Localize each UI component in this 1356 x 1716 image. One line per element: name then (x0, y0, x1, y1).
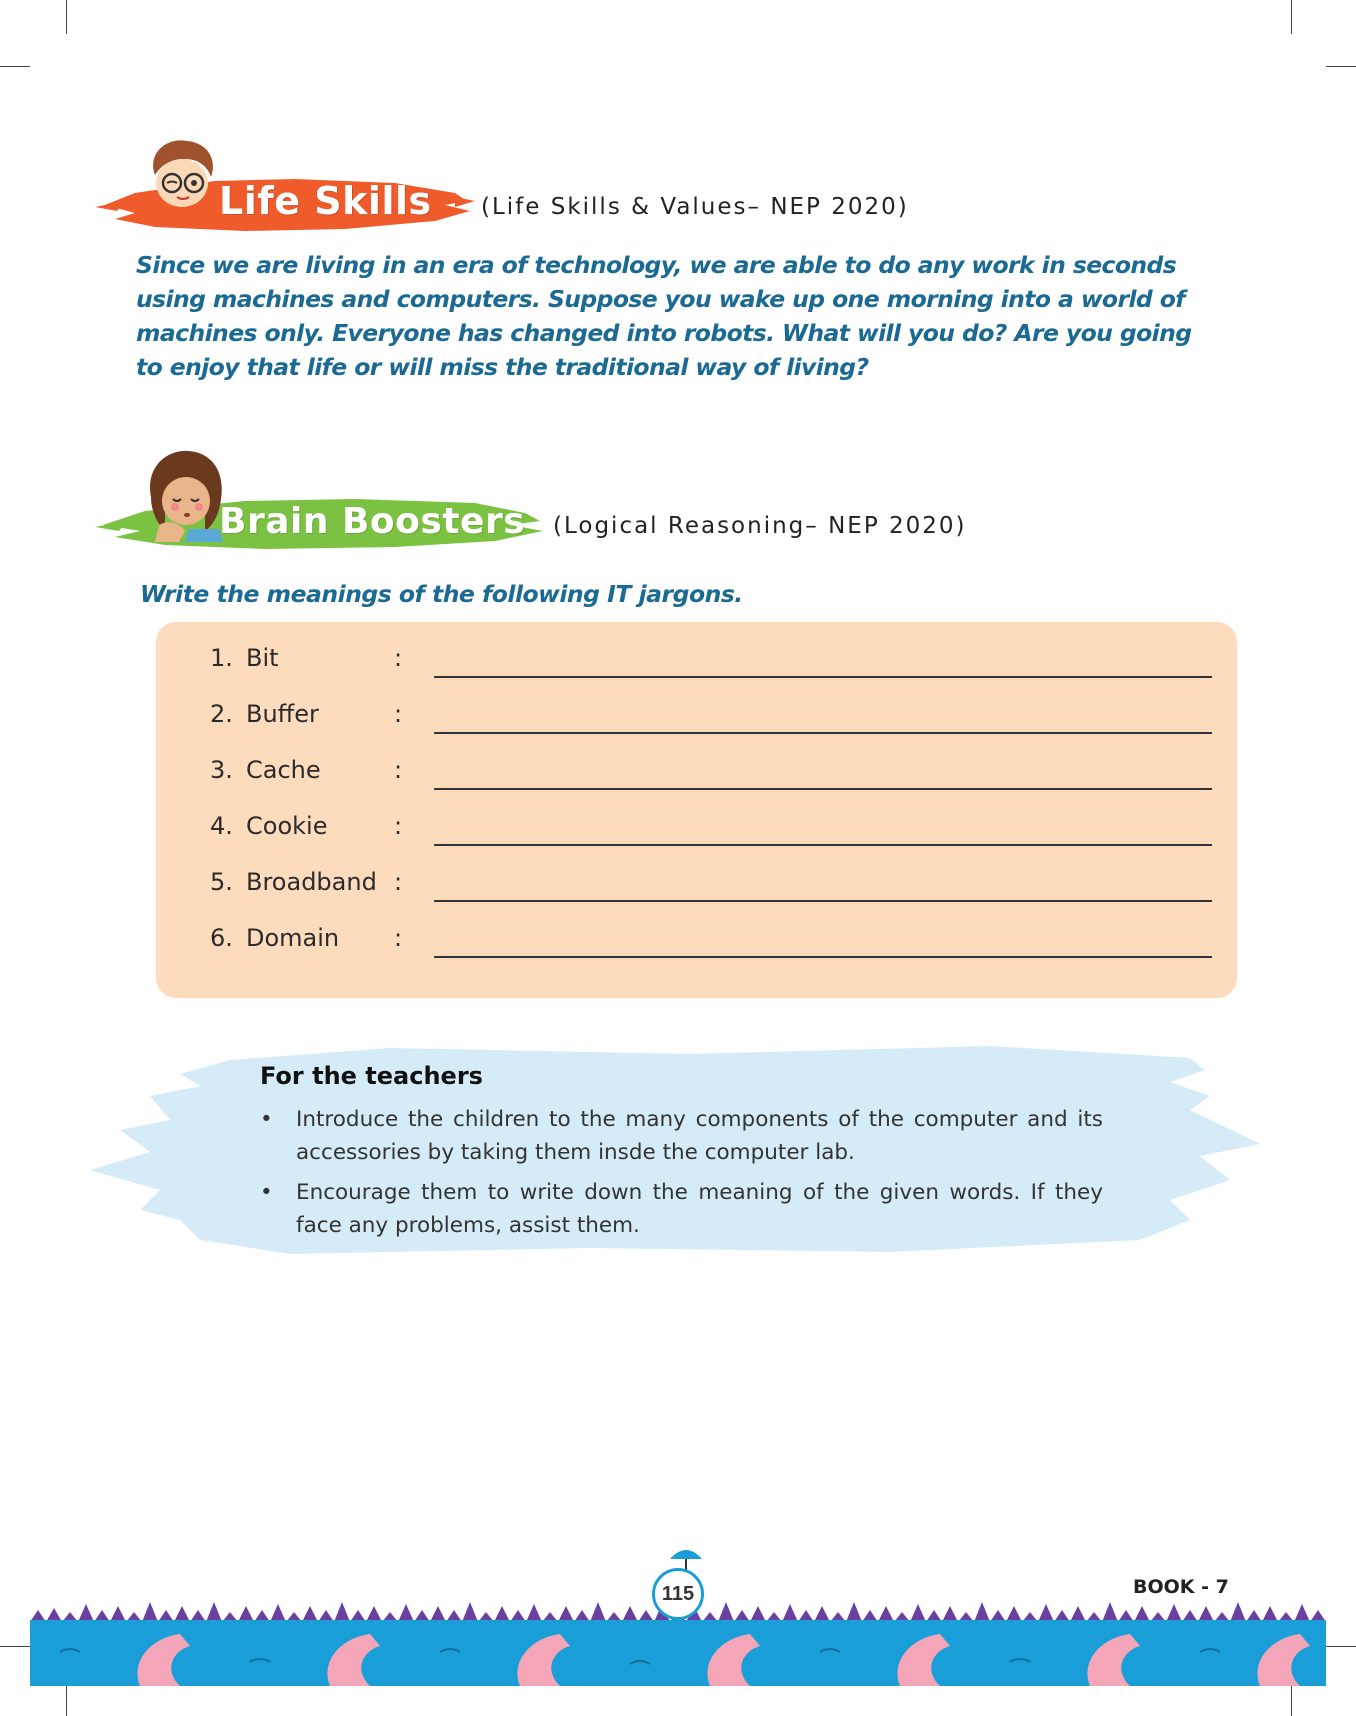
jargon-number: 6. (210, 924, 233, 952)
life-skills-title: Life Skills (219, 179, 432, 223)
life-skills-header (95, 135, 909, 225)
jargon-number: 2. (210, 700, 233, 728)
jargon-row (156, 810, 1237, 850)
jargon-colon: : (394, 700, 403, 728)
answer-line[interactable] (434, 676, 1212, 678)
answer-line[interactable] (434, 844, 1212, 846)
jargon-term: Broadband (246, 868, 377, 896)
crop-mark (0, 66, 30, 67)
teachers-title: For the teachers (260, 1062, 483, 1090)
life-skills-paragraph: Since we are living in an era of technology, we are able to do any work in seconds using machines and computers. Suppose you wake up one morning into a world of machines only. Everyone has changed into robots. What will you do? Are you going to enjoy that life or will miss the traditional way of living? (136, 251, 1192, 381)
teacher-point (258, 1176, 1103, 1242)
teacher-points (258, 1103, 1103, 1249)
jargon-instruction: Write the meanings of the following IT jargons. (140, 580, 743, 608)
brain-boosters-header (95, 445, 967, 542)
answer-line[interactable] (434, 900, 1212, 902)
brain-boosters-subtitle: (Logical Reasoning– NEP 2020) (553, 513, 967, 539)
teacher-point-text: Encourage them to write down the meaning of the given words. If they face any problems, assist them. (296, 1180, 1103, 1238)
answer-line[interactable] (434, 956, 1212, 958)
jargon-colon: : (394, 812, 403, 840)
jargon-colon: : (394, 924, 403, 952)
jargon-row (156, 866, 1237, 906)
jargon-term: Bit (246, 644, 279, 672)
jargon-colon: : (394, 868, 403, 896)
jargon-number: 5. (210, 868, 233, 896)
jargon-row (156, 642, 1237, 682)
jargon-term: Domain (246, 924, 340, 952)
jargon-number: 1. (210, 644, 233, 672)
teacher-point (258, 1103, 1103, 1169)
crop-mark (66, 0, 67, 34)
crop-mark (1326, 66, 1356, 67)
jargon-term: Buffer (246, 700, 319, 728)
answer-line[interactable] (434, 732, 1212, 734)
jargon-row (156, 698, 1237, 738)
jargon-colon: : (394, 756, 403, 784)
crop-mark (1326, 1646, 1356, 1647)
page-number: 115 (652, 1568, 704, 1620)
teacher-point-text: Introduce the children to the many components of the computer and its accessories by taking them insde the computer lab. (296, 1107, 1103, 1165)
jargon-row (156, 754, 1237, 794)
book-label: BOOK - 7 (1133, 1576, 1229, 1598)
brain-boosters-title: Brain Boosters (219, 501, 526, 542)
life-skills-subtitle: (Life Skills & Values– NEP 2020) (481, 194, 909, 220)
answer-line[interactable] (434, 788, 1212, 790)
crop-mark (66, 1682, 67, 1716)
boy-mascot-icon (137, 135, 227, 225)
jargon-term: Cookie (246, 812, 328, 840)
jargon-colon: : (394, 644, 403, 672)
bullet: • (260, 1180, 273, 1205)
jargon-number: 3. (210, 756, 233, 784)
jargon-number: 4. (210, 812, 233, 840)
bullet: • (260, 1107, 273, 1132)
jargon-box (156, 622, 1237, 998)
jargon-row (156, 922, 1237, 962)
jargon-term: Cache (246, 756, 321, 784)
crop-mark (1291, 0, 1292, 34)
crop-mark (0, 1646, 30, 1647)
crop-mark (1291, 1682, 1292, 1716)
